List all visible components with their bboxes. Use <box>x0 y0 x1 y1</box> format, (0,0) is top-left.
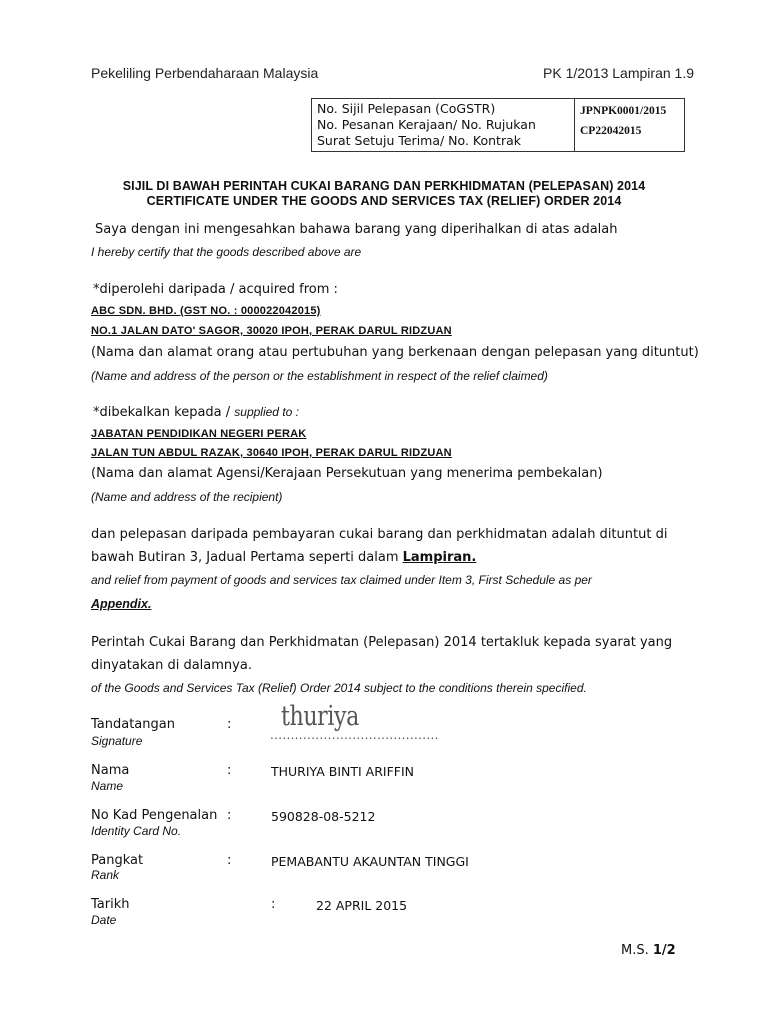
certify-english: I hereby certify that the goods described above are <box>91 245 362 259</box>
acquired-label: *diperolehi daripada / acquired from : <box>93 282 338 297</box>
date-colon: : <box>271 897 276 912</box>
page-number <box>621 943 676 958</box>
name-colon: : <box>227 763 232 778</box>
acquired-note-english: (Name and address of the person or the establishment in respect of the relief claimed) <box>91 369 548 383</box>
signature-colon: : <box>227 717 232 732</box>
ic-label: No Kad Pengenalan <box>91 808 218 823</box>
order-malay-line1: Perintah Cukai Barang dan Perkhidmatan (Pelepasan) 2014 tertakluk kepada syarat yang <box>91 635 673 650</box>
ic-value: 590828-08-5212 <box>271 809 376 824</box>
ic-colon: : <box>227 808 232 823</box>
header-left: Pekeliling Perbendaharaan Malaysia <box>91 65 319 81</box>
supplied-label-english: supplied to : <box>234 405 299 419</box>
rank-sublabel: Rank <box>91 868 120 882</box>
rank-label: Pangkat <box>91 853 144 868</box>
header-right: PK 1/2013 Lampiran 1.9 <box>543 65 694 81</box>
signature-dotted-line: ......................................... <box>270 728 439 742</box>
name-label: Nama <box>91 763 130 778</box>
rank-colon: : <box>227 853 232 868</box>
title-english: CERTIFICATE UNDER THE GOODS AND SERVICES TAX (RELIEF) ORDER 2014 <box>146 194 622 208</box>
supplied-name: JABATAN PENDIDIKAN NEGERI PERAK <box>91 428 307 440</box>
supplied-label <box>93 405 299 420</box>
ref-label-contract-no: Surat Setuju Terima/ No. Kontrak <box>317 133 521 148</box>
lampiran-reference: Lampiran. <box>402 550 477 565</box>
appendix-reference: Appendix. <box>91 597 152 611</box>
order-malay-line2: dinyatakan di dalamnya. <box>91 658 252 673</box>
supplied-note-english: (Name and address of the recipient) <box>91 490 283 504</box>
page-value: 1/2 <box>652 943 676 958</box>
relief-malay-line1: dan pelepasan daripada pembayaran cukai barang dan perkhidmatan adalah dituntut di <box>91 527 668 542</box>
supplied-label-malay: *dibekalkan kepada / <box>93 405 235 420</box>
ref-label-certificate-no: No. Sijil Pelepasan (CoGSTR) <box>317 101 496 116</box>
rank-value: PEMABANTU AKAUNTAN TINGGI <box>271 854 469 869</box>
ref-label-order-no: No. Pesanan Kerajaan/ No. Rujukan <box>317 117 536 132</box>
date-sublabel: Date <box>91 913 117 927</box>
relief-malay-line2 <box>91 550 476 565</box>
acquired-address: NO.1 JALAN DATO' SAGOR, 30020 IPOH, PERAK DARUL RIDZUAN <box>91 325 452 337</box>
title-malay: SIJIL DI BAWAH PERINTAH CUKAI BARANG DAN PERKHIDMATAN (PELEPASAN) 2014 <box>122 179 646 193</box>
signature-image: thuriya <box>281 701 359 732</box>
certify-malay: Saya dengan ini mengesahkan bahawa barang yang diperihalkan di atas adalah <box>95 222 618 237</box>
name-value: THURIYA BINTI ARIFFIN <box>271 764 414 779</box>
relief-malay-text: bawah Butiran 3, Jadual Pertama seperti dalam <box>91 550 403 565</box>
signature-label: Tandatangan <box>91 717 175 732</box>
relief-english-line1: and relief from payment of goods and services tax claimed under Item 3, First Schedule as per <box>91 573 592 587</box>
supplied-address: JALAN TUN ABDUL RAZAK, 30640 IPOH, PERAK DARUL RIDZUAN <box>91 447 452 459</box>
ref-value-certificate-no: JPNPK0001/2015 <box>580 105 667 117</box>
date-label: Tarikh <box>91 897 130 912</box>
acquired-name: ABC SDN. BHD. (GST NO. : 000022042015) <box>91 305 321 317</box>
reference-values-cell <box>575 99 685 152</box>
page-prefix: M.S. <box>621 943 653 958</box>
date-value: 22 APRIL 2015 <box>316 898 408 913</box>
acquired-note-malay: (Nama dan alamat orang atau pertubuhan yang berkenaan dengan pelepasan yang dituntut) <box>91 345 699 360</box>
name-sublabel: Name <box>91 779 124 793</box>
order-english: of the Goods and Services Tax (Relief) Order 2014 subject to the conditions therein specified. <box>91 681 587 695</box>
supplied-note-malay: (Nama dan alamat Agensi/Kerajaan Persekutuan yang menerima pembekalan) <box>91 466 603 481</box>
ic-sublabel: Identity Card No. <box>91 824 182 838</box>
ref-value-order-no: CP22042015 <box>580 125 642 137</box>
reference-table <box>311 98 685 152</box>
reference-labels-cell <box>312 99 575 152</box>
signature-sublabel: Signature <box>91 734 143 748</box>
